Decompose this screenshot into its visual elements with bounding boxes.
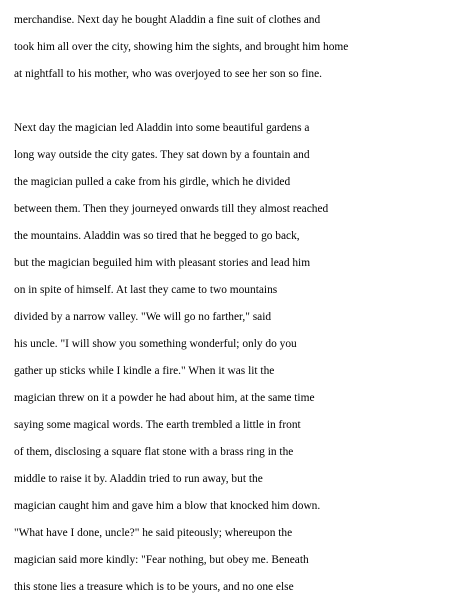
text-line: his uncle. "I will show you something wonderful; only do you — [14, 338, 297, 350]
text-line: the magician pulled a cake from his girdle, which he divided — [14, 176, 291, 188]
text-line: magician said more kindly: "Fear nothing, but obey me. Beneath — [14, 554, 309, 566]
text-line: the mountains. Aladdin was so tired that he begged to go back, — [14, 230, 300, 242]
text-line: at nightfall to his mother, who was overjoyed to see her son so fine. — [14, 68, 322, 80]
text-line: magician threw on it a powder he had about him, at the same time — [14, 392, 315, 404]
text-line: between them. Then they journeyed onwards till they almost reached — [14, 203, 329, 215]
text-line: magician caught him and gave him a blow that knocked him down. — [14, 500, 321, 512]
text-line: on in spite of himself. At last they came to two mountains — [14, 284, 278, 296]
text-line: saying some magical words. The earth trembled a little in front — [14, 419, 301, 431]
text-line: but the magician beguiled him with pleasant stories and lead him — [14, 257, 311, 269]
text-line: gather up sticks while I kindle a fire." When it was lit the — [14, 365, 275, 377]
text-line: of them, disclosing a square flat stone with a brass ring in the — [14, 446, 294, 458]
text-line: this stone lies a treasure which is to be yours, and no one else — [14, 581, 294, 593]
text-line: "What have I done, uncle?" he said piteously; whereupon the — [14, 527, 293, 539]
text-line: long way outside the city gates. They sat down by a fountain and — [14, 149, 310, 161]
text-line: Next day the magician led Aladdin into some beautiful gardens a — [14, 122, 310, 134]
text-line: divided by a narrow valley. "We will go no farther," said — [14, 311, 272, 323]
text-line: merchandise. Next day he bought Aladdin a fine suit of clothes and — [14, 14, 321, 26]
text-line: took him all over the city, showing him the sights, and brought him home — [14, 41, 349, 53]
text-line: middle to raise it by. Aladdin tried to run away, but the — [14, 473, 263, 485]
